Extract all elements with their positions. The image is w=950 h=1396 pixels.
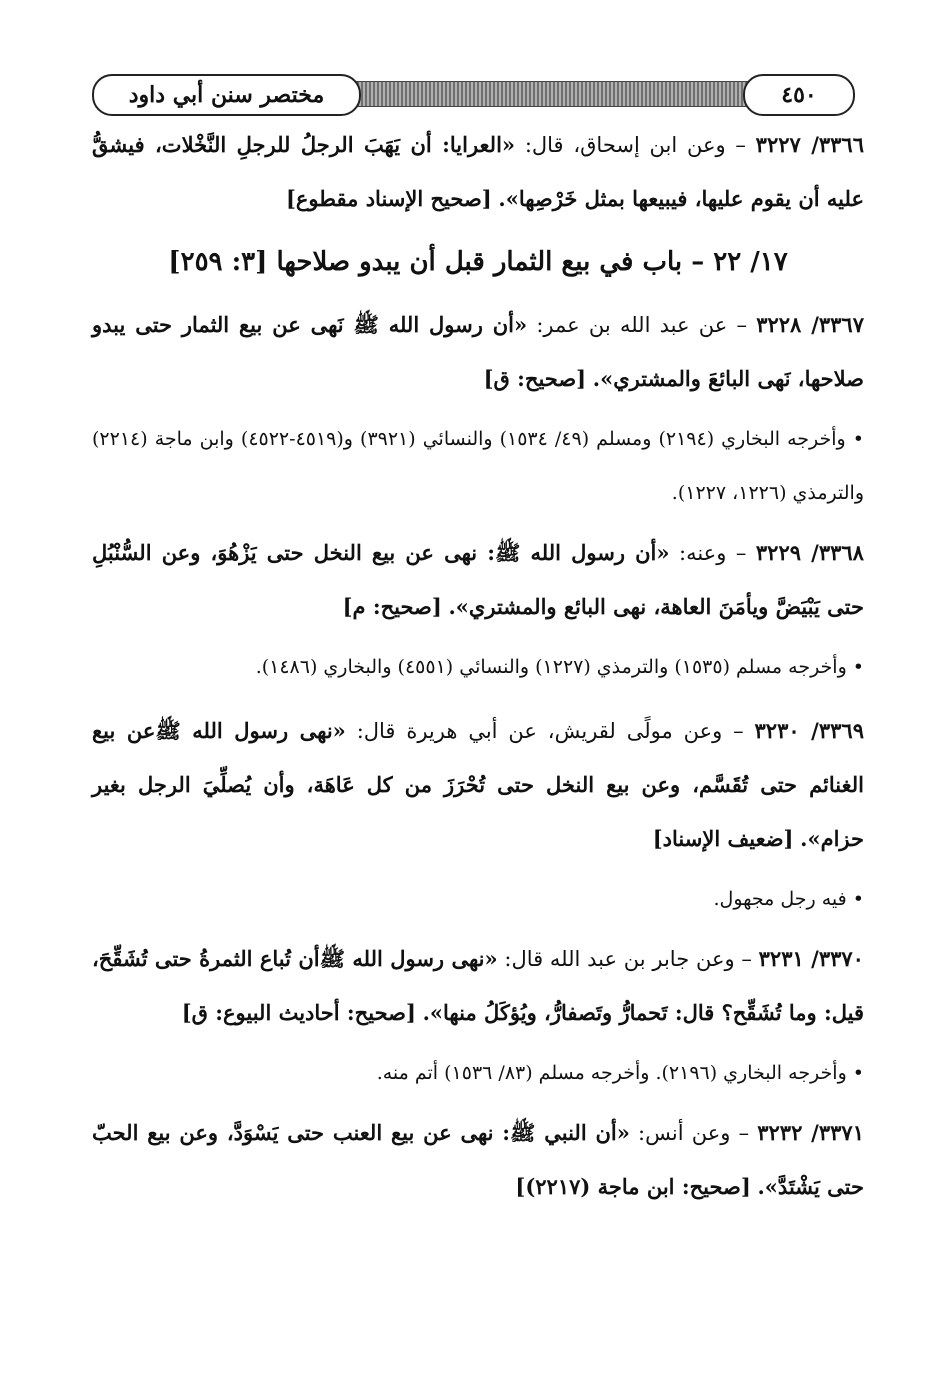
chapter-heading: ١٧/ ٢٢ – باب في بيع الثمار قبل أن يبدو صلاحها [٣: ٢٥٩] <box>168 247 788 277</box>
hadith-intro: – وعن أنس: <box>638 1121 750 1145</box>
hadith-intro: – عن عبد الله بن عمر: <box>536 313 747 337</box>
takhrij-note: • وأخرجه مسلم (١٥٣٥) والترمذي (١٢٢٧) والنسائي (٤٥٥١) والبخاري (١٤٨٦). <box>255 656 864 678</box>
running-header <box>88 72 863 116</box>
hadith-3369 <box>92 704 864 866</box>
hadith-grade: [صحيح: أحاديث البيوع: ق] <box>181 1000 416 1025</box>
page-body <box>92 118 864 1220</box>
hadith-intro: – وعنه: <box>679 541 747 565</box>
hadith-3371 <box>92 1106 864 1214</box>
hadith-number: ٣٣٧٠/ ٣٢٣١ <box>758 946 864 971</box>
hadith-grade: [صحيح الإسناد مقطوع] <box>285 186 492 211</box>
hadith-3368 <box>92 526 864 634</box>
takhrij-note: • وأخرجه البخاري (٢١٩٤) ومسلم (٤٩/ ١٥٣٤) والنسائي (٣٩٢١) و(٤٥١٩-٤٥٢٢) وابن ماجة (٢٢١٤) والترمذي (١٢٢٦، ١٢٢٧). <box>92 428 864 504</box>
hadith-3366 <box>92 118 864 226</box>
hadith-number: ٣٣٦٦/ ٣٢٢٧ <box>755 132 864 157</box>
hadith-intro: – وعن مولًى لقريش، عن أبي هريرة قال: <box>356 719 744 743</box>
hadith-grade: [صحيح: ق] <box>483 366 587 391</box>
book-title: مختصر سنن أبي داود <box>92 74 361 116</box>
hadith-grade: [صحيح: ابن ماجة (٢٢١٧)] <box>515 1174 751 1199</box>
hadith-text: «العرايا: أن يَهَبَ الرجلُ للرجلِ النَّخْلات، فيشقُّ عليه أن يقوم عليها، فيبيعها بمثل خَرْصِها». <box>92 132 864 211</box>
hadith-text: «أن رسول الله ﷺ: نهى عن بيع النخل حتى يَزْهُوَ، وعن السُّنْبُلِ حتى يَبْيَضَّ ويأمَنَ العاهة، نهى البائع والمشتري». <box>92 540 864 619</box>
hadith-3370 <box>92 932 864 1040</box>
hadith-number: ٣٣٦٨/ ٣٢٢٩ <box>755 540 864 565</box>
takhrij-note: • فيه رجل مجهول. <box>713 888 864 910</box>
page-number: ٤٥٠ <box>743 74 855 116</box>
hadith-intro: – وعن ابن إسحاق، قال: <box>524 133 746 157</box>
hadith-number: ٣٣٦٩/ ٣٢٣٠ <box>754 718 864 743</box>
hadith-text: «أن النبي ﷺ: نهى عن بيع العنب حتى يَسْوَدَّ، وعن بيع الحبّ حتى يَشْتَدَّ». <box>92 1120 864 1199</box>
hadith-text: «نهى رسول الله ﷺعن بيع الغنائم حتى تُقَسَّم، وعن بيع النخل حتى تُحْرَزَ من كل عَاهَة، وأن يُصلِّيَ الرجل بغير حزام». <box>92 718 864 851</box>
hadith-intro: – وعن جابر بن عبد الله قال: <box>504 947 752 971</box>
hadith-number: ٣٣٦٧/ ٣٢٢٨ <box>756 312 864 337</box>
header-decorative-band <box>353 81 748 107</box>
hadith-3367 <box>92 298 864 406</box>
takhrij-note: • وأخرجه البخاري (٢١٩٦). وأخرجه مسلم (٨٣/ ١٥٣٦) أتم منه. <box>376 1062 864 1084</box>
hadith-text: «نهى رسول الله ﷺأن تُباع الثمرةُ حتى تُشَقِّحَ، قيل: وما تُشَقِّح؟ قال: تَحمارُّ وتَصفارُّ، ويُؤكَلُ منها». <box>92 946 864 1025</box>
hadith-grade: [ضعيف الإسناد] <box>652 826 794 851</box>
hadith-grade: [صحيح: م] <box>342 594 442 619</box>
hadith-number: ٣٣٧١/ ٣٢٣٢ <box>757 1120 864 1145</box>
hadith-text: «أن رسول الله ﷺ نَهى عن بيع الثمار حتى يبدو صلاحها، نَهى البائعَ والمشتري». <box>92 312 864 391</box>
